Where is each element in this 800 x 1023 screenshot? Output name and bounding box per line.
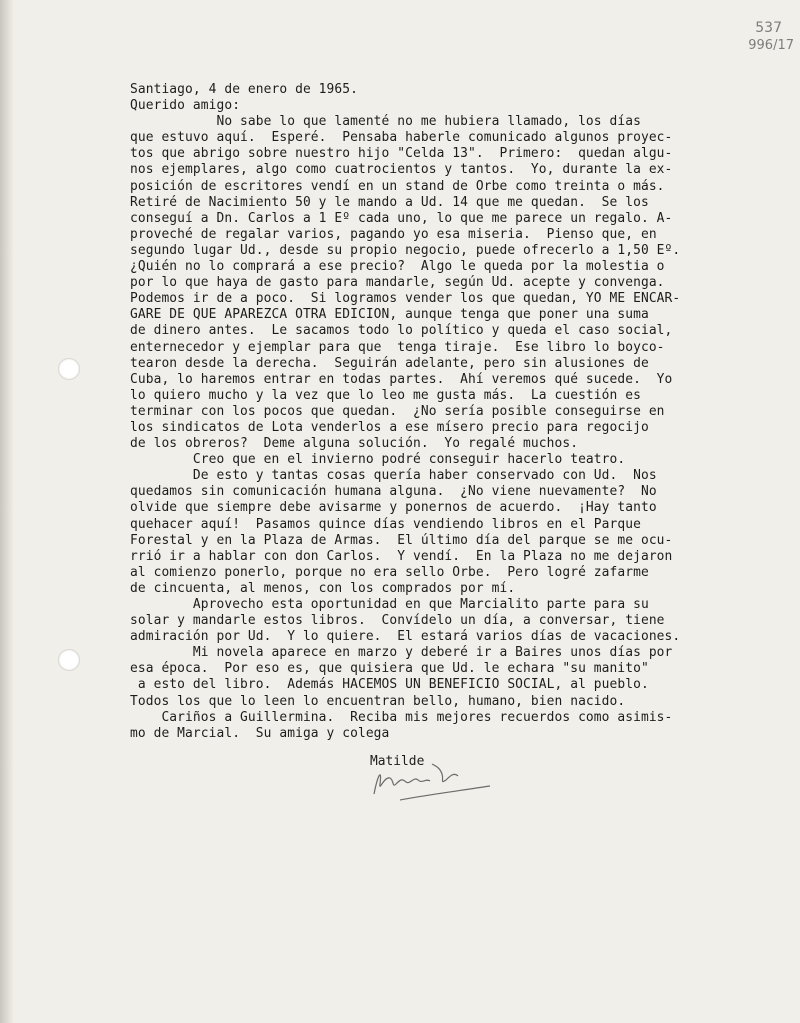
letter-line: Aprovecho esta oportunidad en que Marcialito parte para su <box>130 597 649 612</box>
letter-closing: mo de Marcial. Su amiga y colega <box>130 725 390 741</box>
letter-line: No sabe lo que lamenté no me hubiera llamado, los días <box>130 114 641 130</box>
letter-line: al comienzo ponerlo, porque no era sello Orbe. Pero logré zafarme <box>130 564 649 580</box>
letter-line: proveché de regalar varios, pagando yo esa miseria. Pienso que, en <box>130 226 657 242</box>
letter-line: Forestal y en la Plaza de Armas. El último día del parque se me ocu- <box>130 532 673 548</box>
letter-line: de cincuenta, al menos, con los comprados por mí. <box>130 580 516 596</box>
archive-number-top: 537 <box>755 20 782 36</box>
letter-date: Santiago, 4 de enero de 1965. <box>130 82 358 97</box>
signature-block <box>370 754 530 804</box>
letter-line: admiración por Ud. Y lo quiere. El estará varios días de vacaciones. <box>130 629 681 645</box>
letter-line: enternecedor y ejemplar para que tenga tiraje. Ese libro lo boyco- <box>130 339 665 355</box>
letter-line: Todos los que lo leen lo encuentran bello, humano, bien nacido. <box>130 693 626 709</box>
letter-line: por lo que haya de gasto para mandarle, según Ud. acepte y convenga. <box>130 275 665 291</box>
letter-line: los sindicatos de Lota venderlos a ese mísero precio para regocijo <box>130 419 649 435</box>
letter-line: De esto y tantas cosas quería haber conservado con Ud. Nos <box>130 468 657 484</box>
letter-line: lo quiero mucho y la vez que lo leo me gusta más. La cuestión es <box>130 387 641 403</box>
letter-line: esa época. Por eso es, que quisiera que Ud. le echara "su manito" <box>130 661 649 677</box>
letter-line: de dinero antes. Le sacamos todo lo político y queda el caso social, <box>130 323 673 339</box>
letter-line: Mi novela aparece en marzo y deberé ir a Baires unos días por <box>130 645 673 661</box>
letter-salutation: Querido amigo: <box>130 98 241 114</box>
typed-signature: Matilde <box>370 754 425 769</box>
letter-line: quedamos sin comunicación humana alguna. ¿No viene nuevamente? No <box>130 484 657 500</box>
letter-line: solar y mandarle estos libros. Convídelo un día, a conversar, tiene <box>130 613 665 629</box>
letter-line: terminar con los pocos que quedan. ¿No sería posible conseguirse en <box>130 403 665 419</box>
letter-line: conseguí a Dn. Carlos a 1 Eº cada uno, lo que me parece un regalo. A- <box>130 210 673 226</box>
letter-line: segundo lugar Ud., desde su propio negocio, puede ofrecerlo a 1,50 Eº. <box>130 242 681 258</box>
letter-line: Podemos ir de a poco. Si logramos vender los que quedan, YO ME ENCAR- <box>130 291 681 307</box>
letter-line: Cuba, lo haremos entrar en todas partes. Ahí veremos qué sucede. Yo <box>130 371 673 387</box>
letter-line: de los obreros? Deme alguna solución. Yo regalé muchos. <box>130 436 579 452</box>
punch-hole-top <box>58 358 80 380</box>
letter-line: Retiré de Nacimiento 50 y le mando a Ud. 14 que me quedan. Se los <box>130 194 649 210</box>
letter-line: ¿Quién no lo comprará a ese precio? Algo le queda por la molestia o <box>130 259 665 275</box>
letter-line: olvide que siempre debe avisarme y ponernos de acuerdo. ¡Hay tanto <box>130 500 657 516</box>
letter-line: GARE DE QUE APAREZCA OTRA EDICION, aunque tenga que poner una suma <box>130 307 649 323</box>
letter-body <box>130 82 770 742</box>
page-edge-shadow <box>0 0 14 1023</box>
letter-line: posición de escritores vendí en un stand de Orbe como treinta o más. <box>130 178 665 194</box>
letter-line: quehacer aquí! Pasamos quince días vendiendo libros en el Parque <box>130 516 641 532</box>
letter-line: Creo que en el invierno podré conseguir hacerlo teatro. <box>130 452 626 468</box>
letter-line: tearon desde la derecha. Seguirán adelante, pero sin alusiones de <box>130 355 649 371</box>
letter-line: nos ejemplares, algo como cuatrocientos y tantos. Yo, durante la ex- <box>130 162 673 178</box>
punch-hole-bottom <box>58 649 80 671</box>
archive-number-bottom: 996/17 <box>748 38 794 53</box>
letter-line: Cariños a Guillermina. Reciba mis mejores recuerdos como asimis- <box>130 709 673 725</box>
letter-line: rrió ir a hablar con don Carlos. Y vendí. En la Plaza no me dejaron <box>130 548 673 564</box>
letter-line: a esto del libro. Además HACEMOS UN BENEFICIO SOCIAL, al pueblo. <box>130 677 649 693</box>
letter-line: tos que abrigo sobre nuestro hijo "Celda 13". Primero: quedan algu- <box>130 146 673 162</box>
handwritten-signature <box>370 754 500 802</box>
letter-line: que estuvo aquí. Esperé. Pensaba haberle comunicado algunos proyec- <box>130 130 673 146</box>
